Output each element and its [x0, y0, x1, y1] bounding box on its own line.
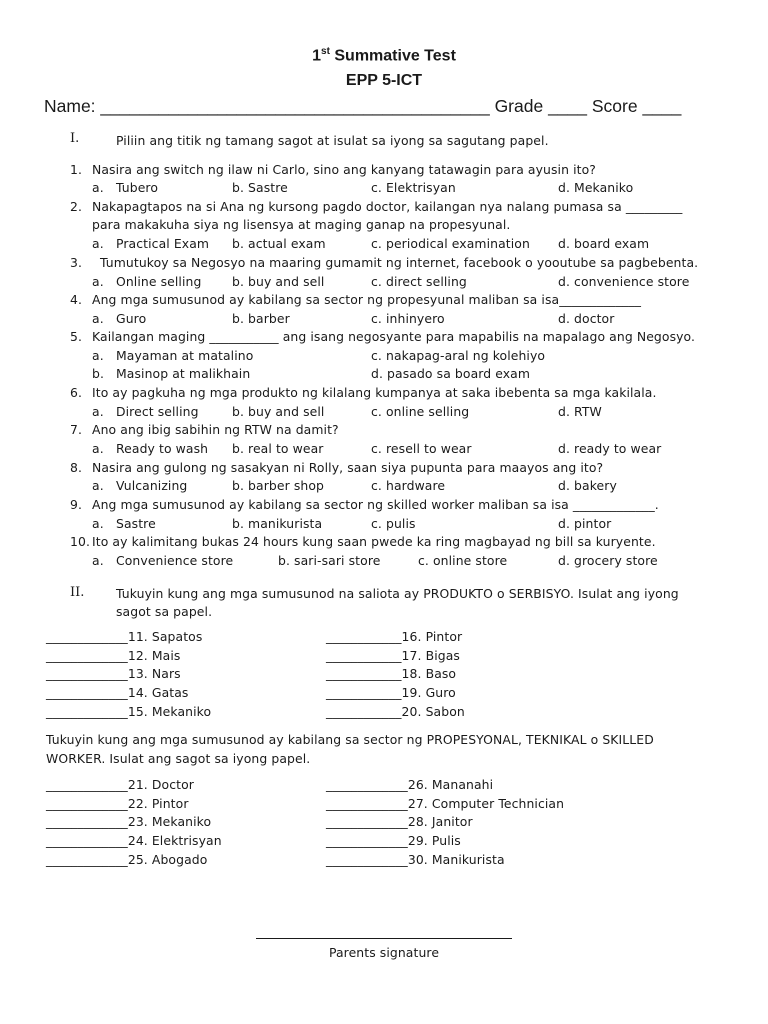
question-number: 2.: [70, 199, 83, 214]
option-text: b. buy and sell: [232, 404, 325, 419]
page-title: [0, 46, 768, 65]
question-text: Nasira ang switch ng ilaw ni Carlo, sino ang kanyang tatawagin para ayusin ito?: [92, 162, 596, 177]
question-text: Nasira ang gulong ng sasakyan ni Rolly, saan siya pupunta para maayos ang ito?: [92, 460, 604, 475]
answer-item: ____________20. Sabon: [326, 704, 465, 719]
option-text: d. grocery store: [558, 553, 658, 568]
question-text: Ang mga sumusunod ay kabilang sa sector ng propesyunal maliban sa isa_____________: [92, 292, 642, 307]
part-1-numeral: I.: [70, 131, 80, 146]
option-text: b. buy and sell: [232, 274, 325, 289]
question-text: Kailangan maging ___________ ang isang negosyante para mapabilis na mapalago ang Negosyo.: [92, 329, 696, 344]
question-number: 1.: [70, 162, 83, 177]
option-text: c. inhinyero: [371, 311, 445, 326]
option-text: c. pulis: [371, 516, 416, 531]
option-text: d. doctor: [558, 311, 615, 326]
option-letter: a.: [92, 404, 104, 419]
option-text: Tubero: [116, 180, 159, 195]
option-text: Online selling: [116, 274, 202, 289]
answer-item: _____________15. Mekaniko: [46, 704, 212, 719]
answer-item: ____________19. Guro: [326, 685, 456, 700]
title-text: Summative Test: [329, 47, 456, 65]
question-text: Ito ay kalimitang bukas 24 hours kung saan pwede ka ring magbayad ng bill sa kuryente.: [92, 534, 656, 549]
option-text: b. manikurista: [232, 516, 323, 531]
part-3-instruction: Tukuyin kung ang mga sumusunod ay kabilang sa sector ng PROPESYONAL, TEKNIKAL o SKILLED: [46, 732, 654, 747]
option-text: b. real to wear: [232, 441, 324, 456]
question-text-continued: para makakuha siya ng lisensya at maging ganap na propesyunal.: [92, 217, 511, 232]
option-letter: a.: [92, 516, 104, 531]
answer-item: _____________29. Pulis: [326, 833, 461, 848]
option-text: b. sari-sari store: [278, 553, 381, 568]
option-text: b. actual exam: [232, 236, 326, 251]
answer-item: _____________23. Mekaniko: [46, 814, 212, 829]
option-text: d. convenience store: [558, 274, 690, 289]
question-number: 5.: [70, 329, 83, 344]
option-text: c. online selling: [371, 404, 470, 419]
option-text: d. bakery: [558, 478, 617, 493]
answer-item: _____________12. Mais: [46, 648, 181, 663]
option-text: c. resell to wear: [371, 441, 472, 456]
part-2-instruction: Tukuyin kung ang mga sumusunod na saliota ay PRODUKTO o SERBISYO. Isulat ang iyong: [116, 586, 679, 601]
option-text: Masinop at malikhain: [116, 366, 251, 381]
answer-item: _____________14. Gatas: [46, 685, 189, 700]
answer-item: ____________18. Baso: [326, 666, 457, 681]
option-text: d. pintor: [558, 516, 612, 531]
option-text: c. Elektrisyan: [371, 180, 456, 195]
answer-item: _____________27. Computer Technician: [326, 796, 565, 811]
option-letter: a.: [92, 441, 104, 456]
signature-label: Parents signature: [328, 945, 440, 960]
part-3-instruction-continued: WORKER. Isulat ang sagot sa iyong papel.: [46, 751, 311, 766]
question-text: Ang mga sumusunod ay kabilang sa sector ng skilled worker maliban sa isa _____________.: [92, 497, 659, 512]
option-letter: a.: [92, 553, 104, 568]
option-text: Direct selling: [116, 404, 199, 419]
answer-item: _____________26. Mananahi: [326, 777, 494, 792]
option-letter: a.: [92, 180, 104, 195]
part-2-numeral: II.: [70, 585, 85, 600]
option-text: d. board exam: [558, 236, 650, 251]
part-2-instruction-continued: sagot sa papel.: [116, 604, 213, 619]
question-number: 9.: [70, 497, 83, 512]
option-text: c. nakapag-aral ng kolehiyo: [371, 348, 546, 363]
title-superscript: st: [321, 46, 330, 57]
name-grade-score-line: Name: ________________________________________ Grade ____ Score ____: [44, 96, 682, 116]
option-text: Mayaman at matalino: [116, 348, 254, 363]
question-number: 6.: [70, 385, 83, 400]
answer-item: ____________17. Bigas: [326, 648, 460, 663]
title-number: 1: [312, 47, 322, 65]
option-text: c. hardware: [371, 478, 446, 493]
option-text: Sastre: [116, 516, 156, 531]
answer-item: _____________21. Doctor: [46, 777, 194, 792]
option-text: Convenience store: [116, 553, 234, 568]
option-text: c. online store: [418, 553, 508, 568]
option-text: b. barber shop: [232, 478, 324, 493]
option-letter: a.: [92, 311, 104, 326]
question-text: Tumutukoy sa Negosyo na maaring gumamit ng internet, facebook o yooutube sa pagbebenta.: [100, 255, 699, 270]
option-letter: b.: [92, 366, 105, 381]
option-letter: a.: [92, 348, 104, 363]
option-letter: a.: [92, 478, 104, 493]
question-text: Ito ay pagkuha ng mga produkto ng kilalang kumpanya at saka ibebenta sa mga kakilala.: [92, 385, 657, 400]
answer-item: _____________25. Abogado: [46, 852, 208, 867]
option-text: d. pasado sa board exam: [371, 366, 531, 381]
answer-item: _____________11. Sapatos: [46, 629, 203, 644]
answer-item: ____________16. Pintor: [326, 629, 463, 644]
page-subtitle: EPP 5-ICT: [345, 72, 423, 89]
option-letter: a.: [92, 236, 104, 251]
part-1-instruction: Piliin ang titik ng tamang sagot at isulat sa iyong sa sagutang papel.: [116, 133, 549, 148]
option-letter: a.: [92, 274, 104, 289]
option-text: b. barber: [232, 311, 290, 326]
option-text: d. Mekaniko: [558, 180, 634, 195]
option-text: b. Sastre: [232, 180, 288, 195]
question-text: Ano ang ibig sabihin ng RTW na damit?: [92, 422, 339, 437]
option-text: Ready to wash: [116, 441, 209, 456]
question-number: 7.: [70, 422, 83, 437]
option-text: c. direct selling: [371, 274, 467, 289]
option-text: Vulcanizing: [116, 478, 188, 493]
option-text: d. ready to wear: [558, 441, 662, 456]
question-number: 10.: [70, 534, 91, 549]
answer-item: _____________28. Janitor: [326, 814, 473, 829]
answer-item: _____________30. Manikurista: [326, 852, 505, 867]
question-text: Nakapagtapos na si Ana ng kursong pagdo doctor, kailangan nya nalang pumasa sa _________: [92, 199, 683, 214]
option-text: d. RTW: [558, 404, 602, 419]
signature-line: [256, 938, 512, 939]
answer-item: _____________24. Elektrisyan: [46, 833, 222, 848]
option-text: Practical Exam: [116, 236, 210, 251]
answer-item: _____________22. Pintor: [46, 796, 189, 811]
question-number: 8.: [70, 460, 83, 475]
option-text: Guro: [116, 311, 147, 326]
answer-item: _____________13. Nars: [46, 666, 181, 681]
option-text: c. periodical examination: [371, 236, 530, 251]
question-number: 4.: [70, 292, 83, 307]
question-number: 3.: [70, 255, 83, 270]
